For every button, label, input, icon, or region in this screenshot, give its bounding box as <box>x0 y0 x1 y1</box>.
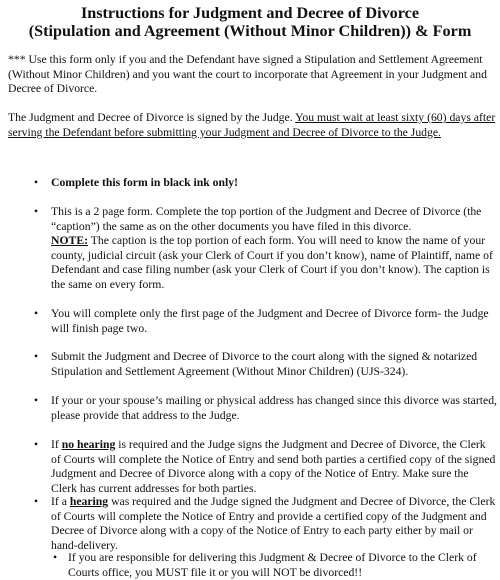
waiting-period-paragraph <box>8 111 496 140</box>
bullet-icon: • <box>34 307 39 320</box>
instruction-text: This is a 2 page form. Complete the top portion of the Judgment and Decree of Divorce (the “caption”) the same as on the other documents you have filed in this divorce. NOTE: The caption is the top portion of each form. You will need to know the name of your county, judicial circuit (ask your Clerk of Court if you don’t know), name of Plaintiff, name of Defendant and case filing number (ask your Clerk of Court if you don’t know). The caption is the same on every form. <box>51 205 493 291</box>
bullet-icon: • <box>34 438 39 451</box>
bullet-icon: • <box>53 551 58 564</box>
no-hearing-emphasis: no hearing <box>61 438 116 451</box>
instruction-text: You will complete only the first page of the Judgment and Decree of Divorce form- the Judge will finish page two. <box>51 307 489 335</box>
bullet-icon: • <box>34 394 39 407</box>
bullet-icon: • <box>34 176 39 189</box>
instruction-text: If no hearing is required and the Judge signs the Judgment and Decree of Divorce, the Clerk of Courts will complete the Notice of Entry and send both parties a certified copy of the signed Judgment and Decree of Divorce along with a copy of the Notice of Entry. Make sure the Clerk has current addresses for both parties. <box>51 438 496 495</box>
instruction-text: Submit the Judgment and Decree of Divorce to the court along with the signed & notarized Stipulation and Settlement Agreement (Without Minor Children) (UJS-324). <box>51 350 478 378</box>
sub-instruction-text: If you are responsible for delivering this Judgment & Decree of Divorce to the Clerk of Courts office, you MUST file it or you will NOT be divorced!! <box>68 551 477 579</box>
waiting-period-text: The Judgment and Decree of Divorce is signed by the Judge. <box>8 111 296 124</box>
title-line-1: Instructions for Judgment and Decree of Divorce <box>80 4 420 22</box>
hearing-emphasis: hearing <box>69 495 109 508</box>
title-line-2: (Stipulation and Agreement (Without Minor Children)) & Form <box>28 22 472 40</box>
note-label: NOTE: <box>51 234 89 248</box>
instruction-text: If your or your spouse’s mailing or physical address has changed since this divorce was started, please provide that address to the Judge. <box>51 394 497 422</box>
instruction-text: Complete this form in black ink only! <box>51 176 239 189</box>
bullet-icon: • <box>34 495 39 508</box>
instruction-text: If a hearing was required and the Judge signed the Judgment and Decree of Divorce, the Clerk of Courts will complete the Notice of Entry and provide a certified copy of the Judgment and Decree of Divorce along with a copy of the Notice of Entry to each party either by mail or hand-delivery. <box>51 495 496 552</box>
intro-paragraph: *** Use this form only if you and the Defendant have signed a Stipulation and Settlement Agreement (Without Minor Children) and you want the court to incorporate that Agreement in your Judgment and Decree of Divorce. <box>8 53 487 96</box>
bullet-icon: • <box>34 205 39 218</box>
bullet-icon: • <box>34 350 39 363</box>
waiting-period-warning: You must wait at least sixty (60) days after serving the Defendant before submitting your Judgment and Decree of Divorce to the Judge. <box>8 111 496 139</box>
